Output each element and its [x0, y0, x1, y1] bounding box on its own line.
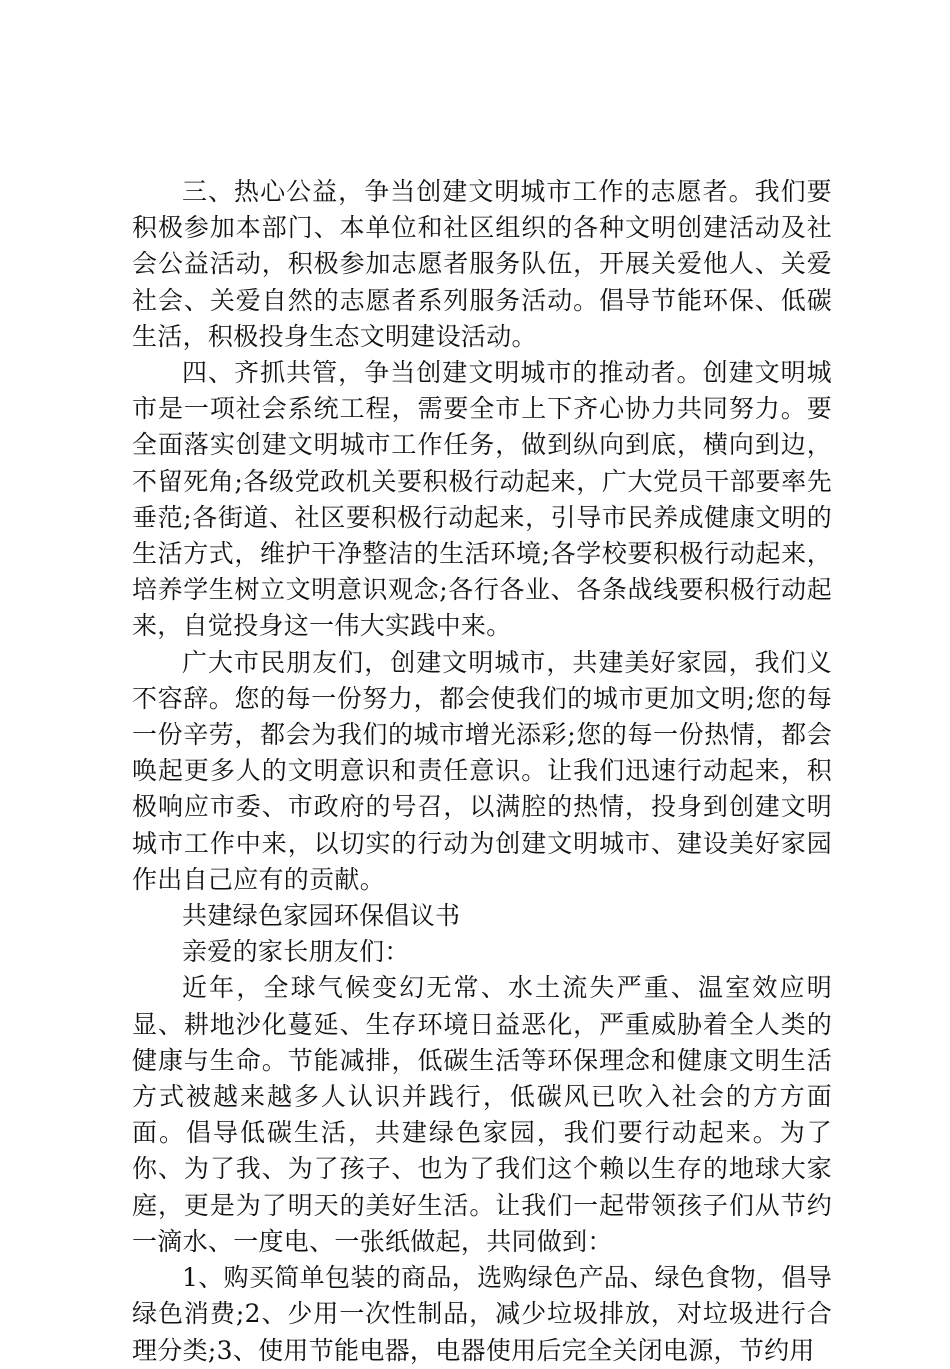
paragraph-actions-list: 1、购买简单包装的商品，选购绿色产品、绿色食物，倡导绿色消费;2、少用一次性制品，减少垃圾排放，对垃圾进行合理分类;3、使用节能电器，电器使用后完全关闭电源，节约用 [132, 1263, 832, 1365]
paragraph-volunteer: 三、热心公益，争当创建文明城市工作的志愿者。我们要积极参加本部门、本单位和社区组织的各种文明创建活动及社会公益活动，积极参加志愿者服务队伍，开展关爱他人、关爱社会、关爱自然的志愿者系列服务活动。倡导节能环保、低碳生活，积极投身生态文明建设活动。 [132, 177, 832, 351]
paragraph-citizens-appeal: 广大市民朋友们，创建文明城市，共建美好家园，我们义不容辞。您的每一份努力，都会使我们的城市更加文明;您的每一份辛劳，都会为我们的城市增光添彩;您的每一份热情，都会唤起更多人的文明意识和责任意识。让我们迅速行动起来，积极响应市委、市政府的号召，以满腔的热情，投身到创建文明城市工作中来，以切实的行动为创建文明城市、建设美好家园作出自己应有的贡献。 [132, 647, 832, 894]
salutation: 亲爱的家长朋友们： [182, 937, 410, 967]
section-title-green-home: 共建绿色家园环保倡议书 [182, 901, 461, 931]
document-body [132, 174, 832, 1369]
paragraph-climate: 近年，全球气候变幻无常、水土流失严重、温室效应明显、耕地沙化蔓延、生存环境日益恶化，严重威胁着全人类的健康与生命。节能减排，低碳生活等环保理念和健康文明生活方式被越来越多人认识并践行，低碳风已吹入社会的方方面面。倡导低碳生活，共建绿色家园，我们要行动起来。为了你、为了我、为了孩子、也为了我们这个赖以生存的地球大家庭，更是为了明天的美好生活。让我们一起带领孩子们从节约一滴水、一度电、一张纸做起，共同做到： [132, 973, 832, 1256]
paragraph-joint-management: 四、齐抓共管，争当创建文明城市的推动者。创建文明城市是一项社会系统工程，需要全市上下齐心协力共同努力。要全面落实创建文明城市工作任务，做到纵向到底，横向到边，不留死角;各级党政机关要积极行动起来，广大党员干部要率先垂范;各街道、社区要积极行动起来，引导市民养成健康文明的生活方式，维护干净整洁的生活环境;各学校要积极行动起来，培养学生树立文明意识观念;各行各业、各条战线要积极行动起来，自觉投身这一伟大实践中来。 [132, 358, 832, 641]
